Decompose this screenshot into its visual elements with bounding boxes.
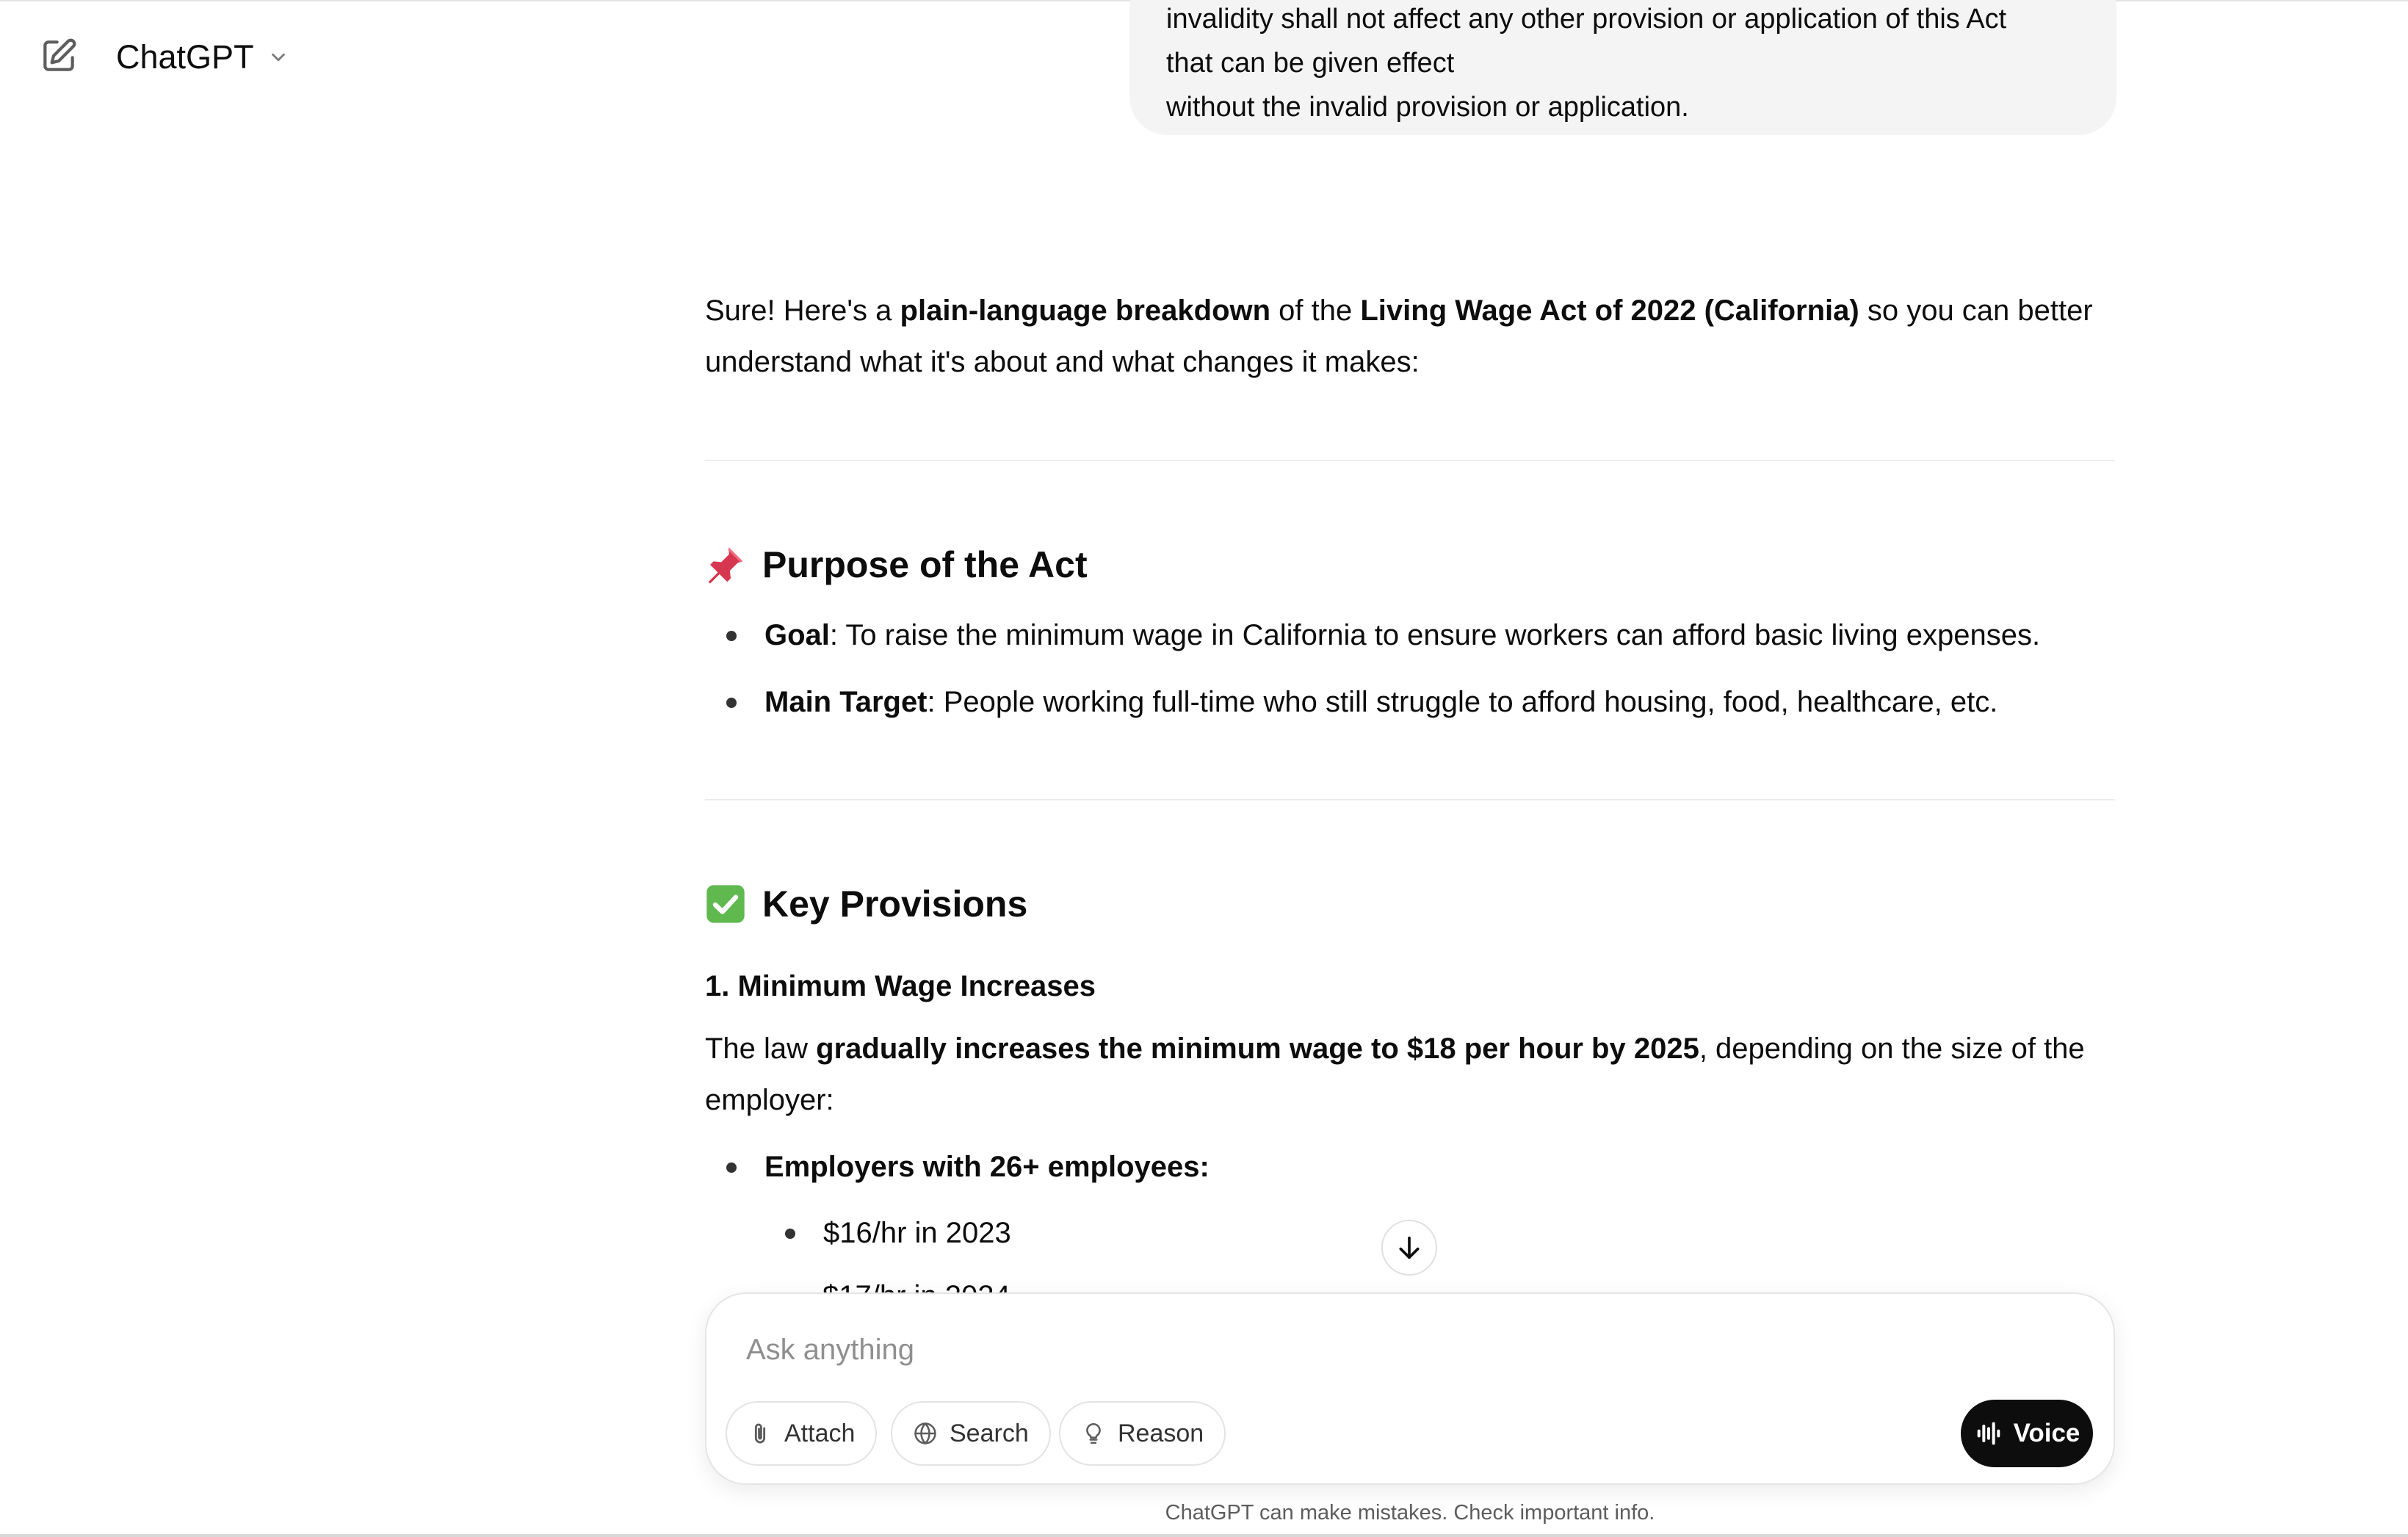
- prompt-input[interactable]: [745, 1323, 1996, 1376]
- section-title: Purpose of the Act: [762, 544, 1088, 585]
- divider: [705, 460, 2115, 461]
- globe-icon: [913, 1421, 938, 1446]
- list-item: [764, 610, 2040, 661]
- attach-button[interactable]: [726, 1401, 877, 1466]
- arrow-down-icon: [1395, 1233, 1424, 1262]
- pushpin-icon: [705, 544, 746, 585]
- divider: [705, 799, 2115, 800]
- search-label: Search: [950, 1419, 1029, 1447]
- provision-text-part: , depending on the size of the: [1699, 1032, 2085, 1065]
- subheading-title: Minimum Wage Increases: [737, 970, 1096, 1002]
- voice-label: Voice: [2013, 1419, 2080, 1447]
- intro-paragraph: [705, 285, 2115, 388]
- list-item: Employers with 26+ employees:: [764, 1141, 1210, 1193]
- intro-text: of the: [1270, 294, 1361, 327]
- bullet-text: : People working full-time who still struggle to afford housing, food, healthcare, etc.: [927, 686, 1998, 718]
- check-mark-button-icon: [705, 883, 746, 925]
- bottom-border: [0, 1534, 2408, 1537]
- attach-label: Attach: [784, 1419, 856, 1447]
- subheading-number: 1.: [705, 970, 738, 1002]
- chevron-down-icon: [267, 46, 289, 68]
- provision-text: [705, 1023, 2115, 1126]
- edit-square-icon: [38, 35, 79, 76]
- voice-waveform-icon: [1974, 1419, 2003, 1448]
- new-chat-button[interactable]: [38, 35, 79, 76]
- bullet-text: : To raise the minimum wage in California to ensure workers can afford basic living expenses.: [829, 619, 2041, 651]
- section-heading-key-provisions: [705, 883, 1027, 925]
- intro-text: Sure! Here's a: [705, 294, 900, 327]
- intro-text: understand what it's about and what changes it makes:: [705, 346, 1420, 378]
- model-selector[interactable]: [116, 35, 289, 79]
- paperclip-icon: [748, 1421, 773, 1446]
- bullet-label: Main Target: [764, 686, 928, 718]
- provision-text-part: The law: [705, 1032, 817, 1065]
- subheading-text: [705, 961, 2115, 1012]
- subheading: [705, 961, 2115, 1012]
- section-heading-purpose: [705, 543, 1088, 586]
- disclaimer-text: ChatGPT can make mistakes. Check important info.: [1165, 1501, 1655, 1525]
- intro-bold: plain-language breakdown: [900, 294, 1271, 327]
- lightbulb-icon: [1081, 1421, 1106, 1446]
- intro-bold: Living Wage Act of 2022 (California): [1360, 294, 1859, 327]
- user-message-line: invalidity shall not affect any other provision or application of this Act: [1166, 4, 2007, 35]
- provision-bold: gradually increases the minimum wage to $18 per hour by 2025: [816, 1032, 1699, 1065]
- provision-text-part: employer:: [705, 1084, 834, 1116]
- sub-list-item: $16/hr in 2023: [823, 1207, 1011, 1259]
- reason-button[interactable]: [1059, 1401, 1226, 1466]
- user-message-line: without the invalid provision or application.: [1166, 92, 1689, 123]
- intro-text: so you can better: [1859, 294, 2093, 327]
- bullet-label: Goal: [764, 619, 830, 651]
- section-title: Key Provisions: [762, 883, 1028, 925]
- composer: [705, 1292, 2115, 1485]
- list-item: [764, 676, 1997, 728]
- search-button[interactable]: [891, 1401, 1051, 1466]
- sub-list-item-clipped: [822, 1278, 1043, 1294]
- voice-button[interactable]: [1961, 1400, 2093, 1467]
- provision-paragraph: [705, 1023, 2115, 1126]
- disclaimer: [705, 1497, 2115, 1532]
- user-message-bubble: [1129, 0, 2116, 135]
- user-message-line: that can be given effect: [1166, 48, 1455, 79]
- app-title: ChatGPT: [116, 38, 254, 76]
- assistant-intro: [705, 285, 2115, 388]
- reason-label: Reason: [1118, 1419, 1204, 1447]
- scroll-to-bottom-button[interactable]: [1381, 1220, 1437, 1276]
